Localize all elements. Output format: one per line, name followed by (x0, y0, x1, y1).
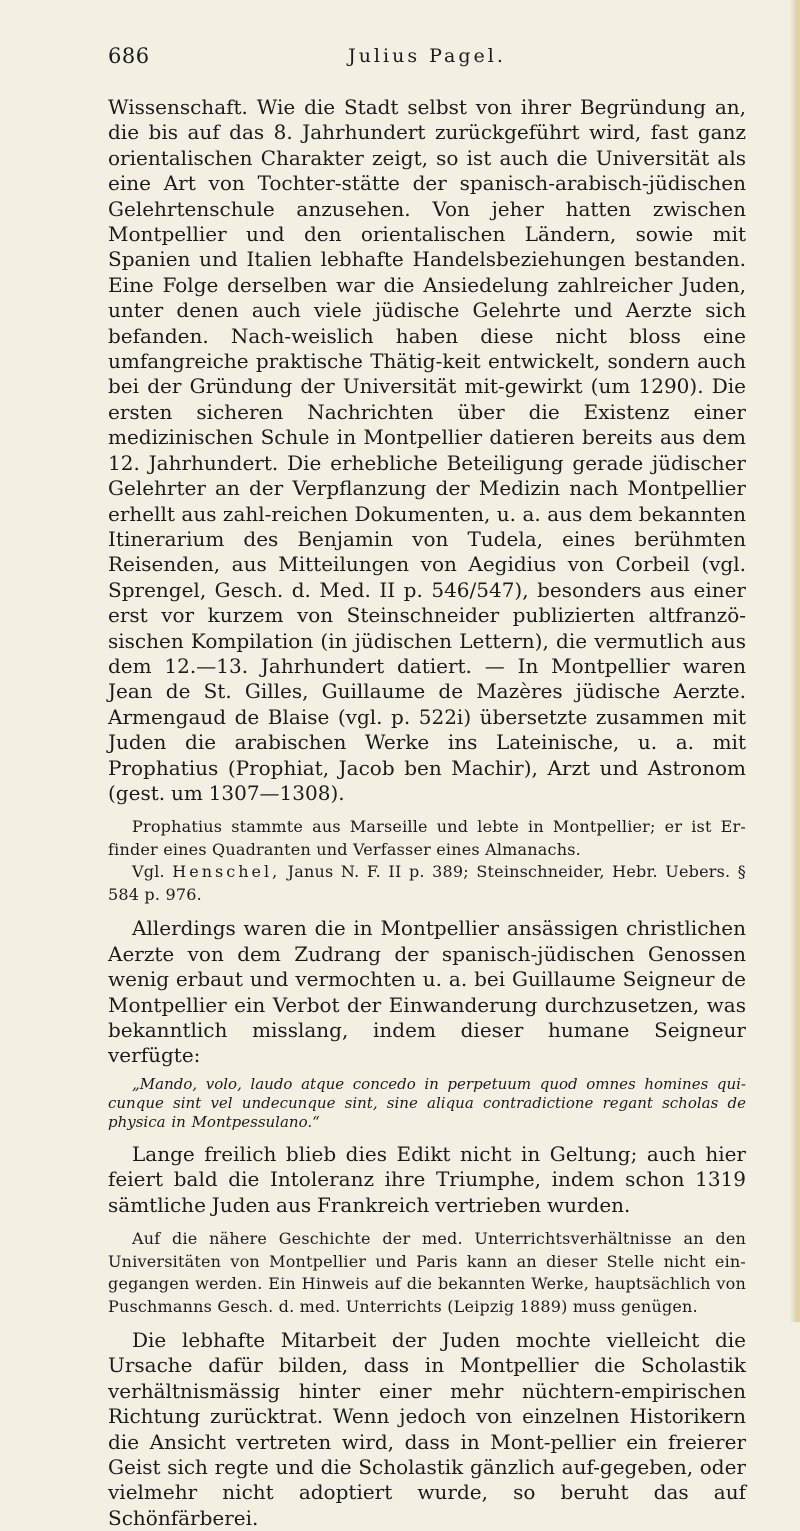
paragraph-1: Wissenschaft. Wie die Stadt selbst von ihrer Begründung an, die bis auf das 8. Jahrhundert zurückgeführt wird, fast ganz orientalischen Charakter zeigt, so ist auch die Universität als eine Art von Tochter-stätte der spanisch-arabisch-jüdischen Gelehrtenschule anzusehen. Von jeher hatten zwischen Montpellier und den orientalischen Ländern, sowie mit Spanien und Italien lebhafte Handelsbeziehungen bestanden. Eine Folge derselben war die Ansiedelung zahlreicher Juden, unter denen auch viele jüdische Gelehrte und Aerzte sich befanden. Nach-weislich haben diese nicht bloss eine umfangreiche praktische Thätig-keit entwickelt, sondern auch bei der Gründung der Universität mit-gewirkt (um 1290). Die ersten sicheren Nachrichten über die Existenz einer medizinischen Schule in Montpellier datieren bereits aus dem 12. Jahrhundert. Die erhebliche Beteiligung gerade jüdischer Gelehrter an der Verpflanzung der Medizin nach Montpellier erhellt aus zahl-reichen Dokumenten, u. a. aus dem bekannten Itinerarium des Benjamin von Tudela, eines berühmten Reisenden, aus Mitteilungen von Aegidius von Corbeil (vgl. Sprengel, Gesch. d. Med. II p. 546/547), besonders aus einer erst vor kurzem von Steinschneider publizierten altfranzö-sischen Kompilation (in jüdischen Lettern), die vermutlich aus dem 12.—13. Jahrhundert datiert. — In Montpellier waren Jean de St. Gilles, Guillaume de Mazères jüdische Aerzte. Armengaud de Blaise (vgl. p. 522i) übersetzte zusammen mit Juden die arabischen Werke ins Lateinische, u. a. mit Prophatius (Prophiat, Jacob ben Machir), Arzt und Astronom (gest. um 1307—1308). (108, 95, 746, 805)
paragraph-2: Allerdings waren die in Montpellier ansässigen christlichen Aerzte von dem Zudrang der spanisch-jüdischen Genossen wenig erbaut und vermochten u. a. bei Guillaume Seigneur de Montpellier ein Verbot der Einwanderung durchzusetzen, was bekanntlich misslang, indem dieser humane Seigneur verfügte: (108, 916, 746, 1068)
note-history: Auf die nähere Geschichte der med. Unterrichtsverhältnisse an den Universitäten von Montpellier und Paris kann an dieser Stelle nicht ein-gegangen werden. Ein Hinweis auf die bekannten Werke, hauptsächlich von Puschmanns Gesch. d. med. Unterrichts (Leipzig 1889) muss genügen. (108, 1229, 746, 1316)
paragraph-4: Die lebhafte Mitarbeit der Juden mochte vielleicht die Ursache dafür bilden, dass in Montpellier die Scholastik verhältnismässig hinter einer mehr nüchtern-empirischen Richtung zurücktrat. Wenn jedoch von einzelnen Historikern die Ansicht vertreten wird, dass in Mont-pellier ein freierer Geist sich regte und die Scholastik gänzlich auf-gegeben, oder vielmehr nicht adoptiert wurde, so beruht das auf Schönfärberei. (108, 1328, 746, 1530)
note-references (108, 861, 746, 906)
latin-quote: „Mando, volo, laudo atque concedo in perpetuum quod omnes homines qui-cunque sint vel undecunque sint, sine aliqua contradictione regant scholas de physica in Montpessulano.“ (108, 1074, 746, 1131)
note-ref-rest: Janus N. F. II p. 389; Steinschneider, Hebr. Uebers. § 584 p. 976. (108, 862, 746, 904)
running-head: Julius Pagel. (348, 45, 506, 67)
paragraph-3: Lange freilich blieb dies Edikt nicht in Geltung; auch hier feiert bald die Intoleranz ihre Triumphe, indem schon 1319 sämtliche Juden aus Frankreich vertrieben wurden. (108, 1141, 746, 1217)
note-ref-author: Henschel, (172, 862, 281, 882)
note-ref-prefix: Vgl. (132, 862, 165, 882)
note-prophatius: Prophatius stammte aus Marseille und lebte in Montpellier; er ist Er-finder eines Quadranten und Verfasser eines Almanachs. (108, 817, 746, 859)
page-number: 686 (108, 44, 150, 68)
page-body (108, 95, 746, 1531)
page-edge-shading (790, 0, 800, 1322)
page-header (108, 44, 746, 72)
